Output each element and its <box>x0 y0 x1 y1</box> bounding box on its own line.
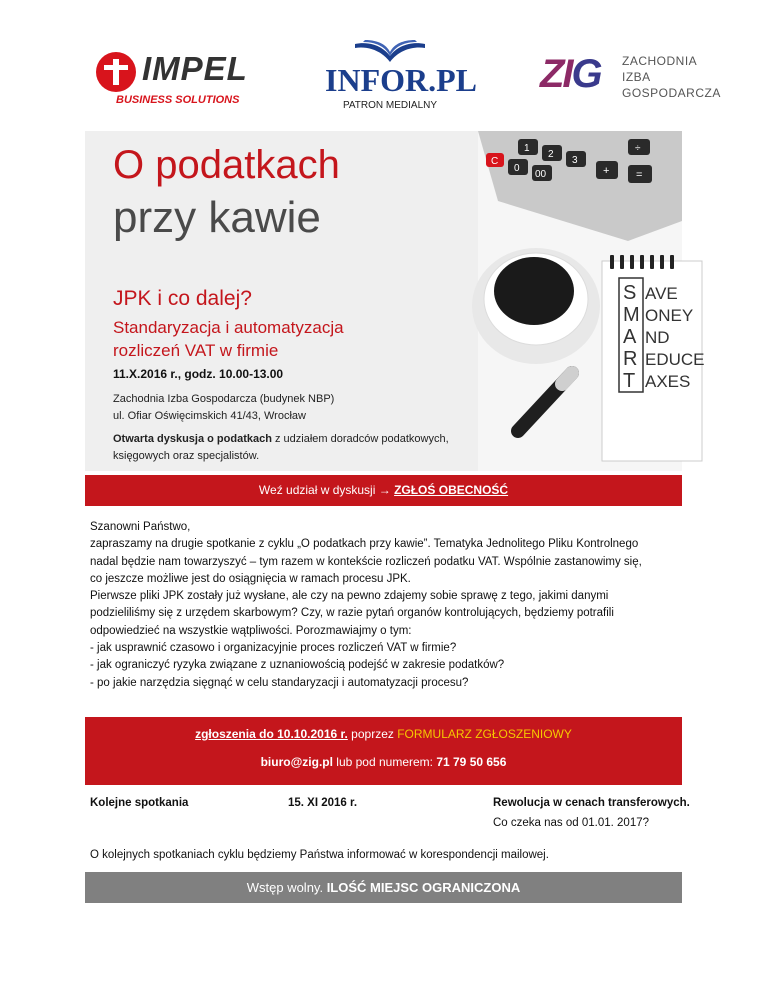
invitation-text <box>90 519 730 692</box>
event-description <box>113 431 453 465</box>
contact-or-phone: lub pod numerem: <box>332 755 437 769</box>
infor-name: INFOR.PL <box>325 62 477 98</box>
smart-word: AVE <box>645 284 678 303</box>
contact-email[interactable]: biuro@zig.pl <box>260 755 333 769</box>
cta-text: Weź udział w dyskusji → <box>258 483 395 497</box>
zig-line1: ZACHODNIA <box>622 54 698 68</box>
hero-subtitle2-line1: Standaryzacja i automatyzacja <box>113 318 344 337</box>
hero-photo <box>478 131 705 471</box>
meetings-note: O kolejnych spotkaniach cyklu będziemy Państwa informować w korespondencji mailowej. <box>90 849 549 861</box>
body-line: - jak ograniczyć ryzyka związane z uznaniowością podejść w zakresie podatków? <box>90 659 505 672</box>
calculator-icon <box>478 131 682 241</box>
infor-caption: PATRON MEDIALNY <box>342 100 438 111</box>
next-meetings-label: Kolejne spotkania <box>90 797 189 809</box>
smart-letter: R <box>623 348 638 370</box>
calc-key-label: 0 <box>514 163 520 174</box>
pen-icon <box>518 373 572 431</box>
smart-word: ONEY <box>645 306 694 325</box>
body-line: - po jakie narzędzia sięgnąć w celu standaryzacji i automatyzacji procesu? <box>90 676 469 689</box>
calc-key-label: 2 <box>548 149 554 160</box>
registration-form-link[interactable]: FORMULARZ ZGŁOSZENIOWY <box>397 727 572 741</box>
registration-deadline: zgłoszenia do 10.10.2016 r. <box>195 727 348 741</box>
calc-key-label: ÷ <box>635 143 641 154</box>
smart-letter: M <box>623 304 640 326</box>
event-place <box>113 391 443 425</box>
zig-line3: GOSPODARCZA <box>622 86 721 100</box>
body-line: nadal będzie nam towarzyszyć – tym razem w kontekście rozliczeń podatku VAT. Wspólnie zastanowimy się, <box>90 555 642 568</box>
next-meeting-topic-sub: Co czeka nas od 01.01. 2017? <box>493 817 650 829</box>
calc-key-label: 3 <box>572 155 578 166</box>
impel-subtitle: BUSINESS SOLUTIONS <box>116 94 240 106</box>
open-book-icon <box>353 40 427 64</box>
registration-via: poprzez <box>347 727 398 741</box>
smart-word: AXES <box>645 372 691 391</box>
coffee-cup-icon <box>472 248 600 364</box>
body-line: podzieliliśmy się z urzędem skarbowym? Czy, w razie pytań organów kontrolujących, będziemy potrafili <box>90 607 614 620</box>
zig-logo <box>540 52 730 108</box>
body-line: Szanowni Państwo, <box>90 521 191 533</box>
event-date: 11.X.2016 r., godz. 10.00-13.00 <box>113 367 284 381</box>
calc-key-label: 1 <box>524 143 530 154</box>
hero-subtitle2 <box>113 316 453 362</box>
calculator-coffee-notepad-illustration <box>478 131 705 471</box>
smart-letter: A <box>623 326 637 348</box>
calc-key-label: + <box>603 165 610 177</box>
event-place-line2: ul. Ofiar Oświęcimskich 41/43, Wrocław <box>113 410 306 422</box>
next-meeting-topic: Rewolucja w cenach transferowych. <box>493 797 690 809</box>
body-line: co jeszcze możliwe jest do osiągnięcia w ramach procesu JPK. <box>90 572 411 585</box>
impel-name: IMPEL <box>142 50 248 87</box>
hero-title-line1: O podatkach <box>113 143 340 187</box>
smart-letter: T <box>623 370 636 392</box>
zig-line2: IZBA <box>622 70 651 84</box>
hero-title-line2: przy kawie <box>113 193 321 242</box>
register-link[interactable]: ZGŁOŚ OBECNOŚĆ <box>394 483 509 497</box>
registration-line2 <box>85 755 682 769</box>
notepad-icon <box>602 255 705 461</box>
calc-key-label: 00 <box>535 169 547 180</box>
hero-subtitle: JPK i co dalej? <box>113 287 252 310</box>
registration-line1 <box>85 727 682 741</box>
footer-text: Wstęp wolny. <box>246 880 327 895</box>
body-line: odpowiedzieć na wszystkie wątpliwości. Porozmawiajmy o tym: <box>90 624 412 637</box>
smart-word: EDUCE <box>645 350 705 369</box>
cta-bar <box>85 475 682 506</box>
smart-letter: S <box>623 282 637 304</box>
body-line: Pierwsze pliki JPK zostały już wysłane, ale czy na pewno zdajemy sobie sprawę z tego, jakimi danymi <box>90 590 609 603</box>
event-description-rest: z udziałem doradców podatkowych, księgowych oraz specjalistów. <box>113 433 449 462</box>
body-line: - jak usprawnić czasowo i organizacyjnie proces rozliczeń VAT w firmie? <box>90 642 457 655</box>
registration-bar <box>85 717 682 785</box>
infor-logo <box>325 40 477 115</box>
calc-key-label: C <box>491 156 499 167</box>
impel-mark-icon <box>96 52 136 92</box>
impel-logo <box>96 48 256 110</box>
event-description-bold: Otwarta dyskusja o podatkach <box>113 433 272 445</box>
next-meeting-date: 15. XI 2016 r. <box>288 797 358 809</box>
body-line: zapraszamy na drugie spotkanie z cyklu „O podatkach przy kawie”. Tematyka Jednolitego Pliku Kontrolnego <box>90 538 639 551</box>
event-place-line1: Zachodnia Izba Gospodarcza (budynek NBP) <box>113 393 335 405</box>
hero-subtitle2-line2: rozliczeń VAT w firmie <box>113 341 279 360</box>
zig-mark: ZIG <box>540 52 601 96</box>
smart-word: ND <box>645 328 670 347</box>
contact-phone: 71 79 50 656 <box>436 755 507 769</box>
footer-bar <box>85 872 682 903</box>
calc-key-label: = <box>636 169 643 181</box>
footer-bold: ILOŚĆ MIEJSC OGRANICZONA <box>326 880 521 895</box>
